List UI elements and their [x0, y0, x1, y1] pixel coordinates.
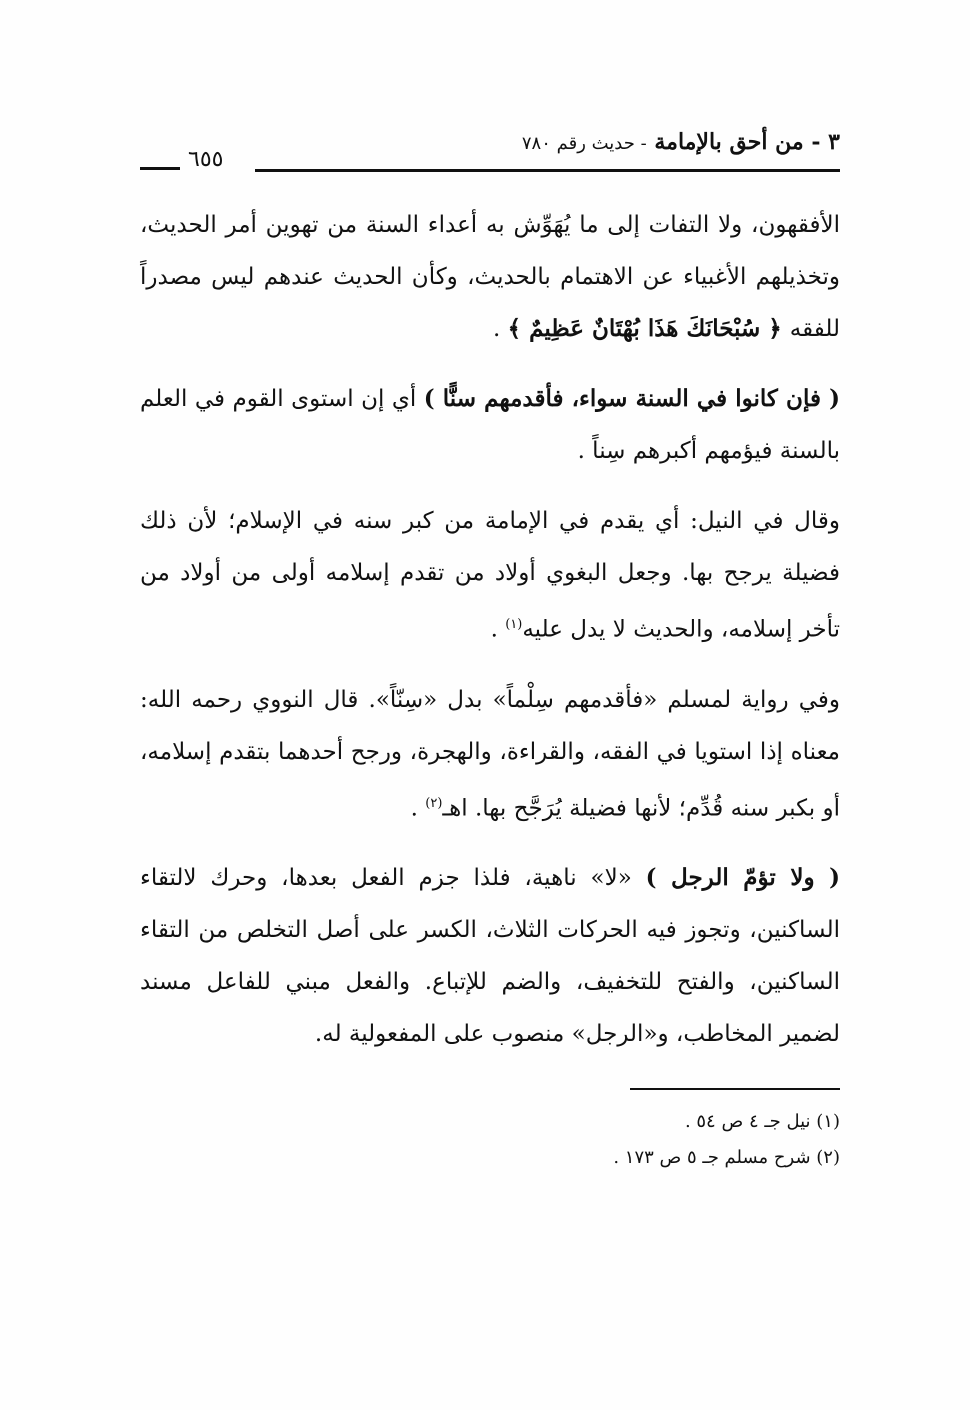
paragraph-4 [140, 674, 840, 835]
paragraph-4-text: وفي رواية لمسلم «فأقدمهم سِلْماً» بدل «سِنّاً». قال النووي رحمه الله: معناه إذا استويا في الفقه، والقراءة، والهجرة، ورجح أحدهما بتقدم إسلامه، أو بكبر سنه قُدِّم؛ لأنها فضيلة يُرَجَّح بها. اهـ [140, 686, 840, 822]
footnote-ref-1: (١) [505, 617, 523, 632]
footnote-1: (١) نيل جـ ٤ ص ٥٤ . [684, 1111, 840, 1133]
footnote-ref-2: (٢) [425, 795, 443, 811]
footnote-2: (٢) شرح مسلم جـ ٥ ص ١٧٣ . [613, 1147, 840, 1169]
header-title [522, 129, 840, 155]
footnote-rule [630, 1088, 840, 1090]
paragraph-2 [140, 373, 840, 477]
page-number: ٦٥٥ [188, 147, 224, 172]
paragraph-4-end: . [410, 795, 426, 822]
hadith-number: - حديث رقم ٧٨٠ [521, 133, 647, 154]
paragraph-1-text: الأفقهون، ولا التفات إلى ما يُهَوِّش به أعداء السنة من تهوين أمر الحديث، وتخذيلهم الأغبياء عن الاهتمام بالحديث، وكأن الحديث عندهم ليس مصدراً للفقه [140, 212, 840, 342]
paragraph-3-text: وقال في النيل: أي يقدم في الإمامة من كبر سنه في الإسلام؛ لأن ذلك فضيلة يرجح بها. وجعل البغوي أولاد من تقدم إسلامه أولى من أولاد من تأخر إسلامه، والحديث لا يدل عليه [140, 508, 840, 643]
quran-quote: ﴿ سُبْحَانَكَ هَذَا بُهْتَانٌ عَظِيمٌ ﴾ [507, 315, 790, 342]
chapter-title: ٣ - من أحق بالإمامة [654, 129, 840, 155]
page [140, 125, 840, 1176]
paragraph-2-text: أي إن استوى القوم في العلم بالسنة فيؤمهم أكبرهم سِناً . [140, 386, 840, 464]
hadith-quote-2: ( ولا تؤمّ الرجل ) [645, 864, 840, 892]
paragraph-3-end: . [490, 616, 506, 643]
header-rule [255, 169, 840, 172]
page-number-block [140, 145, 250, 175]
paragraph-5 [140, 852, 840, 1060]
paragraph-3 [140, 495, 840, 656]
running-header [140, 125, 840, 175]
paragraph-1-end: . [493, 316, 508, 342]
paragraph-5-text: «لا» ناهية، فلذا جزم الفعل بعدها، وحرك لالتقاء الساكنين، وتجوز فيه الحركات الثلاث، الكسر على أصل التخلص من التقاء الساكنين، والفتح للتخفيف، والضم للإتباع. والفعل مبني للفاعل مسند لضمير المخاطب، و«الرجل» منصوب على المفعولية له. [140, 865, 840, 1048]
paragraph-1 [140, 199, 840, 355]
body-text [140, 199, 840, 1060]
hadith-quote-1: ( فإن كانوا في السنة سواء، فأقدمهم سنًّا ) [423, 385, 840, 412]
page-number-dash [140, 167, 180, 170]
footnotes [140, 1104, 840, 1176]
